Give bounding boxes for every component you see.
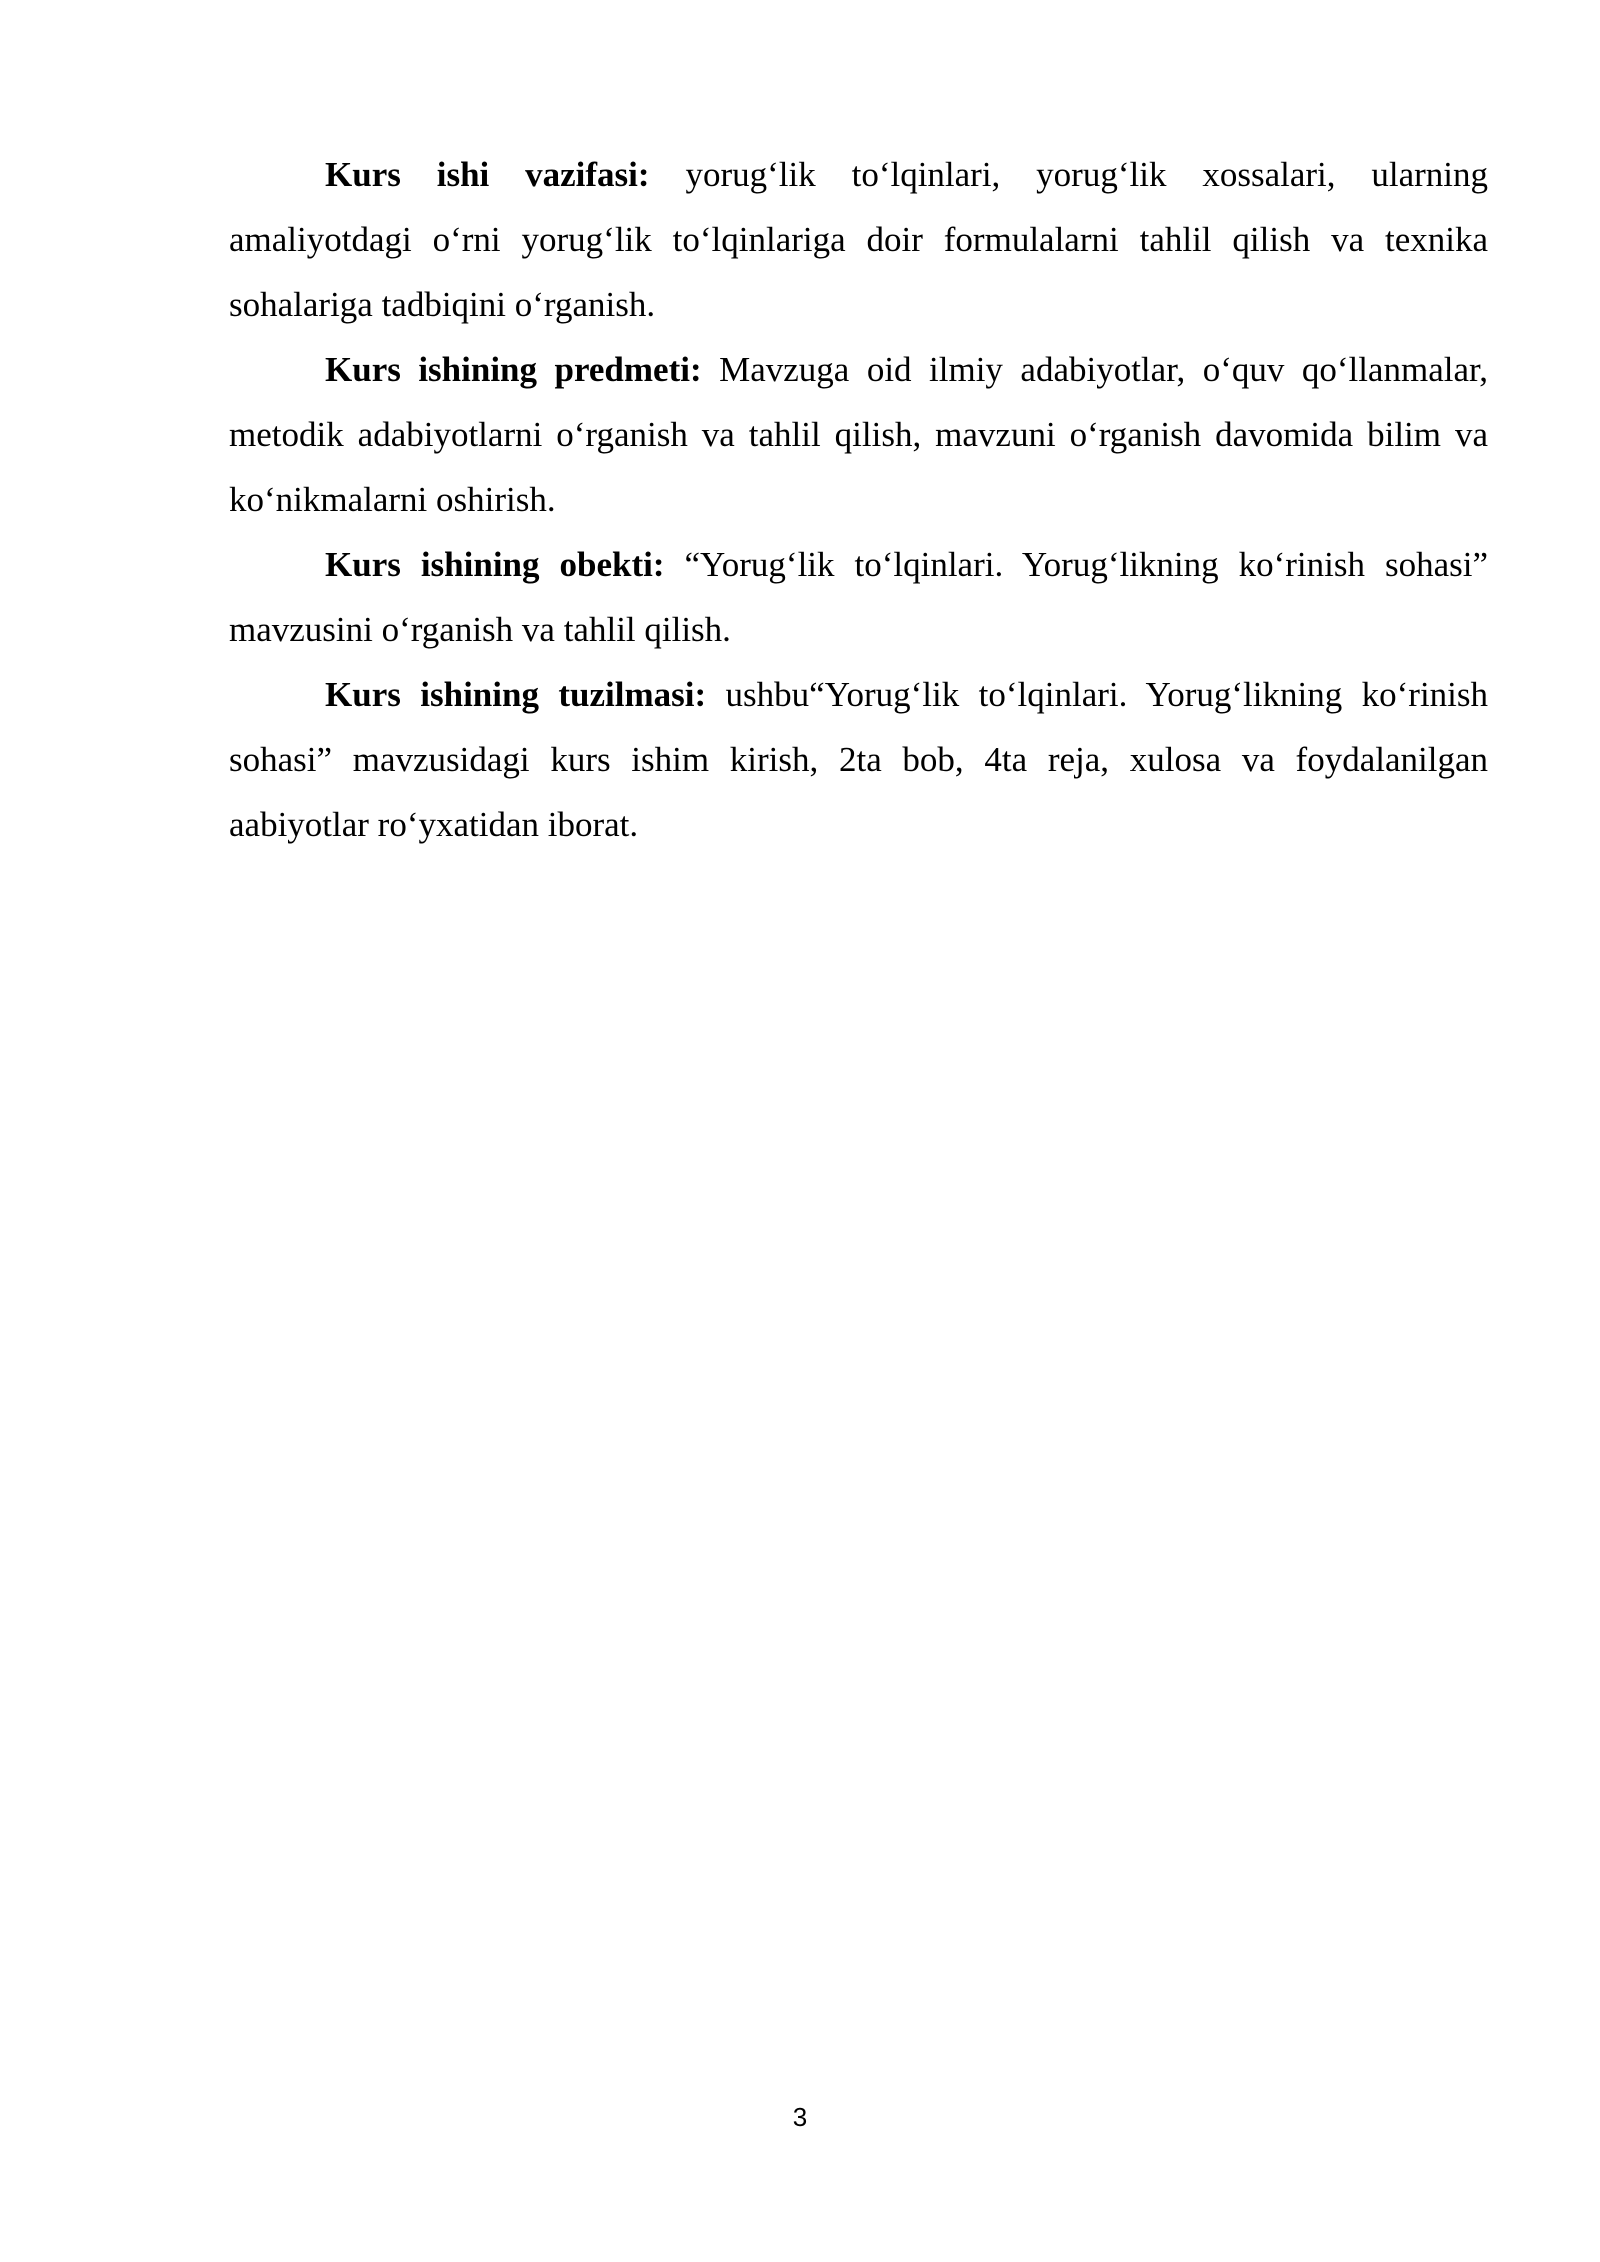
paragraph-vazifasi — [229, 142, 1488, 337]
paragraph-label: Kurs ishining tuzilmasi: — [325, 675, 707, 714]
paragraph-text: ushbu“Yorug‘lik to‘lqinlari. Yorug‘likning ko‘rinish sohasi” mavzusidagi kurs ishim kirish, 2ta bob, 4ta reja, xulosa va foydalanilgan aabiyotlar ro‘yxatidan iborat. — [229, 675, 1489, 844]
paragraph-obekti — [229, 532, 1488, 662]
paragraph-text: yorug‘lik to‘lqinlari, yorug‘lik xossalari, ularning amaliyotdagi o‘rni yorug‘lik to‘lqinlariga doir formulalarni tahlil qilish va texnika sohalariga tadbiqini o‘rganish. — [229, 155, 1489, 324]
paragraph-label: Kurs ishi vazifasi: — [325, 155, 650, 194]
paragraph-tuzilmasi — [229, 662, 1488, 857]
paragraph-predmeti — [229, 337, 1488, 532]
paragraph-label: Kurs ishining predmeti: — [325, 350, 702, 389]
paragraph-text: “Yorug‘lik to‘lqinlari. Yorug‘likning ko‘rinish sohasi” mavzusini o‘rganish va tahlil qilish. — [229, 545, 1489, 649]
page-number: 3 — [792, 2102, 808, 2132]
paragraph-label: Kurs ishining obekti: — [325, 545, 665, 584]
page-body — [229, 142, 1488, 857]
paragraph-text: Mavzuga oid ilmiy adabiyotlar, o‘quv qo‘llanmalar, metodik adabiyotlarni o‘rganish va tahlil qilish, mavzuni o‘rganish davomida bilim va ko‘nikmalarni oshirish. — [229, 350, 1488, 519]
